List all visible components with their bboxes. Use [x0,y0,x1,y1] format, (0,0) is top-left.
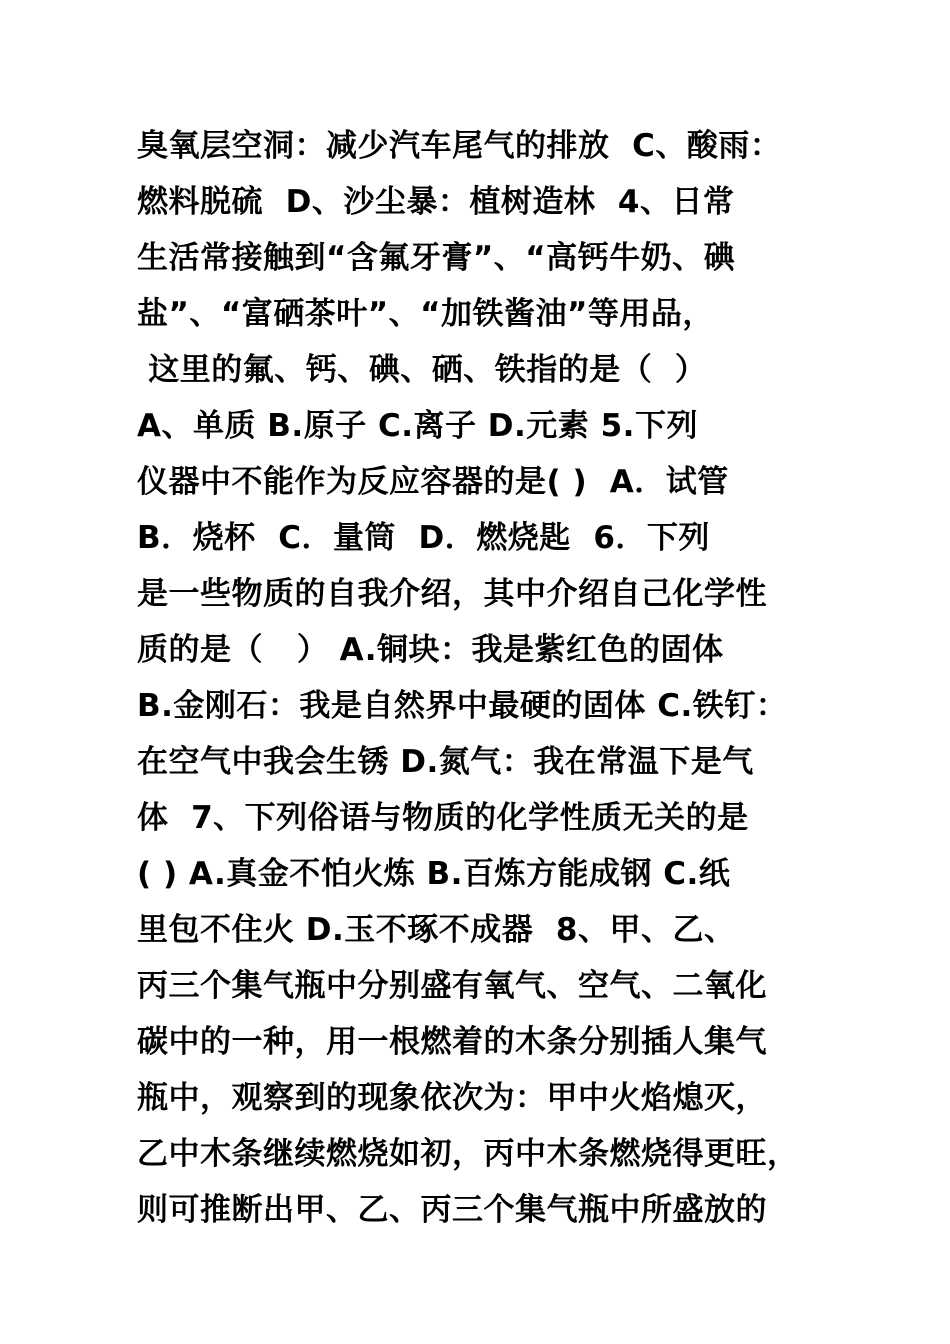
text-line: 生活常接触到“含氟牙膏”、“高钙牛奶、碘 [137,240,736,276]
text-line: 质的是（ ） A.铜块：我是紫红色的固体 [137,632,724,668]
text-line: ( ) A.真金不怕火炼 B.百炼方能成钢 C.纸 [137,856,731,892]
text-line: 仪器中不能作为反应容器的是( ) A．试管 [137,464,729,500]
text-line: 碳中的一种，用一根燃着的木条分别插人集气 [137,1024,767,1060]
text-line: 里包不住火 D.玉不琢不成器 8、甲、乙、 [137,912,736,948]
text-line: 则可推断出甲、乙、丙三个集气瓶中所盛放的 [137,1192,767,1228]
text-line: 这里的氟、钙、碘、硒、铁指的是（ ） [137,352,707,388]
text-line: 乙中木条继续燃烧如初，丙中木条燃烧得更旺， [137,1136,799,1172]
text-line: 在空气中我会生锈 D.氮气：我在常温下是气 [137,744,754,780]
text-line: 体 7、下列俗语与物质的化学性质无关的是 [137,800,749,836]
text-line: 是一些物质的自我介绍，其中介绍自己化学性 [137,576,767,612]
text-line: A、单质 B.原子 C.离子 D.元素 5.下列 [137,408,698,444]
text-line: B．烧杯 C．量筒 D．燃烧匙 6．下列 [137,520,710,556]
text-line: 燃料脱硫 D、沙尘暴：植树造林 4、日常 [137,184,735,220]
text-line: 丙三个集气瓶中分别盛有氧气、空气、二氧化 [137,968,767,1004]
text-line: 臭氧层空洞：减少汽车尾气的排放 C、酸雨： [137,128,782,164]
text-line: 瓶中，观察到的现象依次为：甲中火焰熄灭， [137,1080,767,1116]
text-line: B.金刚石：我是自然界中最硬的固体 C.铁钉： [137,688,788,724]
text-line: 盐”、“富硒茶叶”、“加铁酱油”等用品， [137,296,714,332]
